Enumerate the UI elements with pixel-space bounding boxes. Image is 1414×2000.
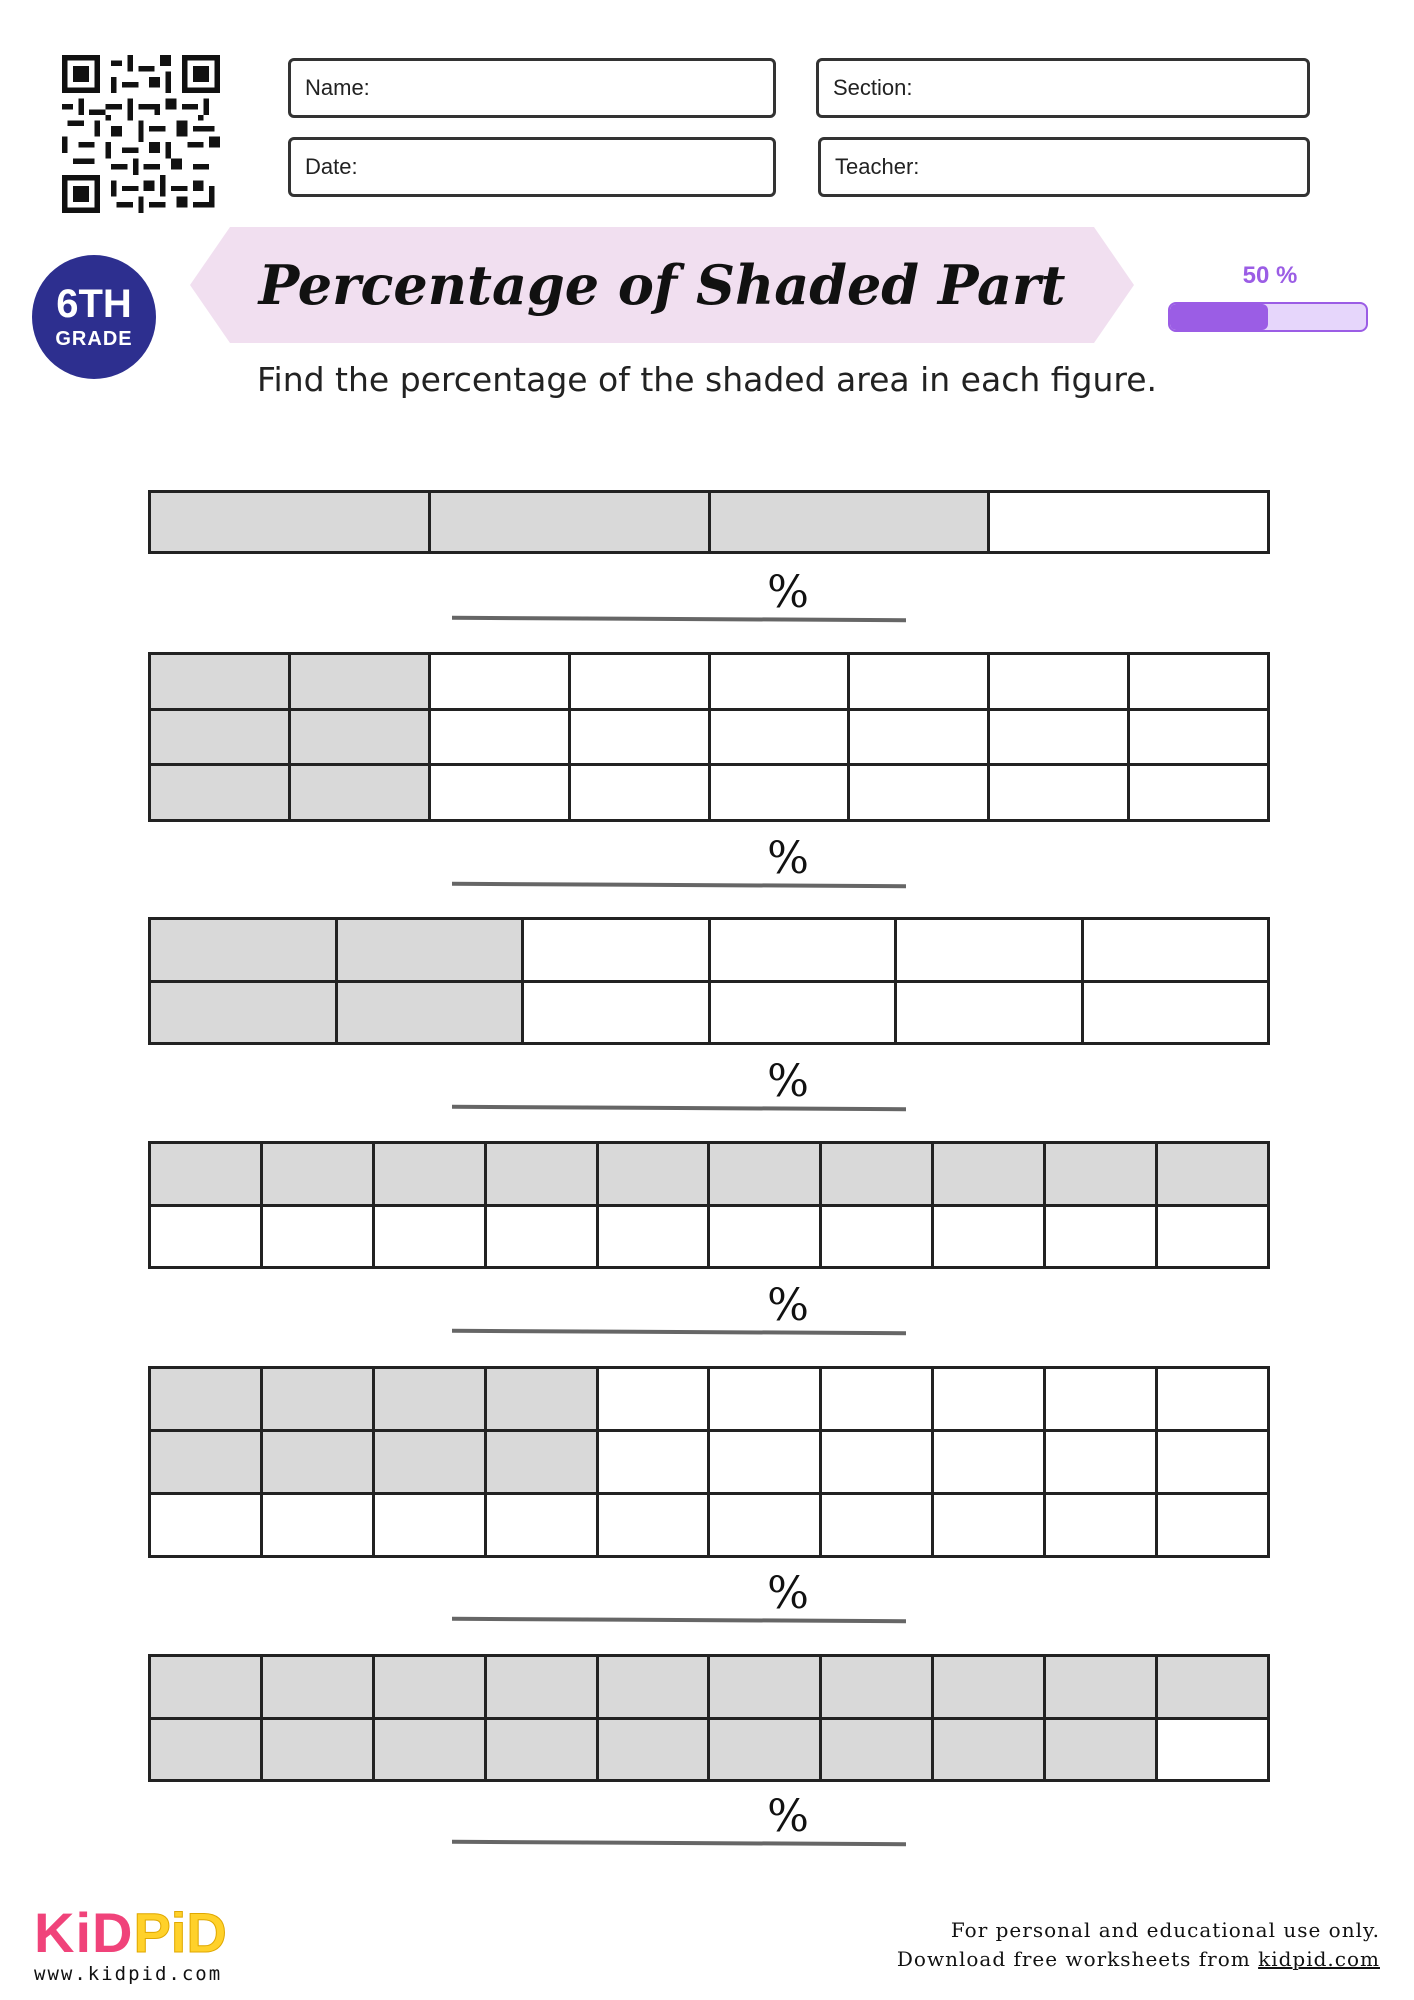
unshaded-cell [1082,981,1269,1044]
unshaded-cell [989,492,1269,553]
shaded-cell [150,981,337,1044]
grid-row [150,765,1269,821]
grid-row [150,1718,1269,1781]
shaded-cell [289,654,429,710]
shaded-cell [709,492,989,553]
unshaded-cell [896,919,1083,982]
figure-3-grid [148,917,1270,1045]
unshaded-cell [1082,919,1269,982]
unshaded-cell [1157,1718,1269,1781]
footer-note-line1: For personal and educational use only. [950,1918,1380,1942]
shaded-cell [1045,1718,1157,1781]
unshaded-cell [485,1205,597,1268]
unshaded-cell [933,1368,1045,1431]
shaded-cell [821,1143,933,1206]
unshaded-cell [821,1431,933,1494]
answer-2-line[interactable] [452,882,906,888]
shaded-cell [933,1143,1045,1206]
grid-row [150,1656,1269,1719]
grid-row [150,1494,1269,1557]
instruction-text: Find the percentage of the shaded area in each figure. [256,360,1158,399]
shaded-cell [373,1431,485,1494]
unshaded-cell [1129,654,1269,710]
grade-label: GRADE [55,327,133,350]
shaded-cell [150,765,290,821]
unshaded-cell [896,981,1083,1044]
unshaded-cell [1045,1494,1157,1557]
logo-kid: KiD [34,1901,134,1964]
shaded-cell [150,492,430,553]
progress-label: 50 % [1242,262,1298,289]
unshaded-cell [569,709,709,765]
shaded-cell [289,765,429,821]
shaded-cell [1157,1143,1269,1206]
unshaded-cell [150,1494,262,1557]
shaded-cell [150,1718,262,1781]
unshaded-cell [933,1205,1045,1268]
unshaded-cell [523,981,710,1044]
name-field[interactable] [288,58,776,118]
unshaded-cell [1157,1368,1269,1431]
grid-row [150,919,1269,982]
shaded-cell [933,1718,1045,1781]
shaded-cell [336,919,523,982]
footer-note-prefix: Download free worksheets from [896,1947,1259,1971]
shaded-cell [261,1431,373,1494]
unshaded-cell [429,765,569,821]
shaded-cell [933,1656,1045,1719]
answer-3-line[interactable] [452,1105,906,1111]
unshaded-cell [849,765,989,821]
unshaded-cell [597,1205,709,1268]
unshaded-cell [373,1494,485,1557]
grid-row [150,981,1269,1044]
answer-6-line[interactable] [452,1840,906,1846]
unshaded-cell [989,654,1129,710]
unshaded-cell [1045,1368,1157,1431]
grid-row [150,709,1269,765]
grid-row [150,1368,1269,1431]
qr-code [62,55,220,213]
grid-row [150,1143,1269,1206]
shaded-cell [821,1656,933,1719]
kidpid-logo [34,1900,227,1965]
answer-4-percent: % [767,1280,809,1331]
unshaded-cell [429,654,569,710]
unshaded-cell [989,709,1129,765]
unshaded-cell [150,1205,262,1268]
date-label: Date: [305,154,358,179]
answer-2-percent: % [767,833,809,884]
shaded-cell [150,1656,262,1719]
shaded-cell [597,1656,709,1719]
unshaded-cell [429,709,569,765]
shaded-cell [485,1143,597,1206]
shaded-cell [709,1718,821,1781]
unshaded-cell [821,1494,933,1557]
answer-3-percent: % [767,1056,809,1107]
unshaded-cell [1045,1431,1157,1494]
answer-5-line[interactable] [452,1617,906,1623]
teacher-field[interactable] [818,137,1310,197]
figure-6-grid [148,1654,1270,1782]
unshaded-cell [849,654,989,710]
shaded-cell [485,1431,597,1494]
unshaded-cell [1157,1431,1269,1494]
shaded-cell [709,1656,821,1719]
logo-url: www.kidpid.com [34,1963,223,1985]
unshaded-cell [261,1494,373,1557]
unshaded-cell [709,1431,821,1494]
unshaded-cell [569,654,709,710]
name-label: Name: [305,75,370,100]
shaded-cell [485,1656,597,1719]
shaded-cell [1045,1143,1157,1206]
shaded-cell [429,492,709,553]
figure-5-grid [148,1366,1270,1558]
shaded-cell [150,1431,262,1494]
shaded-cell [1157,1656,1269,1719]
page-title: Percentage of Shaded Part [258,253,1066,317]
shaded-cell [150,1143,262,1206]
shaded-cell [150,1368,262,1431]
shaded-cell [336,981,523,1044]
unshaded-cell [373,1205,485,1268]
footer-link[interactable]: kidpid.com [1258,1947,1380,1971]
unshaded-cell [933,1494,1045,1557]
shaded-cell [373,1368,485,1431]
section-field[interactable] [816,58,1310,118]
shaded-cell [485,1368,597,1431]
shaded-cell [261,1143,373,1206]
unshaded-cell [1129,765,1269,821]
unshaded-cell [709,709,849,765]
unshaded-cell [989,765,1129,821]
shaded-cell [373,1143,485,1206]
teacher-label: Teacher: [835,154,920,179]
logo-pid: PiD [133,1901,227,1964]
answer-6-percent: % [767,1791,809,1842]
unshaded-cell [1157,1205,1269,1268]
progress-fill [1170,304,1268,330]
unshaded-cell [709,765,849,821]
answer-1-line[interactable] [452,616,906,622]
unshaded-cell [1157,1494,1269,1557]
unshaded-cell [933,1431,1045,1494]
shaded-cell [597,1143,709,1206]
unshaded-cell [1129,709,1269,765]
unshaded-cell [821,1368,933,1431]
shaded-cell [709,1143,821,1206]
unshaded-cell [485,1494,597,1557]
shaded-cell [261,1368,373,1431]
footer-note-line2 [897,1947,1380,1971]
unshaded-cell [821,1205,933,1268]
shaded-cell [150,654,290,710]
unshaded-cell [709,1494,821,1557]
unshaded-cell [261,1205,373,1268]
figure-4-grid [148,1141,1270,1269]
unshaded-cell [597,1368,709,1431]
unshaded-cell [709,919,896,982]
unshaded-cell [597,1431,709,1494]
unshaded-cell [709,1205,821,1268]
progress-bar [1168,302,1368,332]
shaded-cell [373,1718,485,1781]
unshaded-cell [709,981,896,1044]
grid-row [150,492,1269,553]
grade-number: 6TH [56,281,132,326]
unshaded-cell [709,654,849,710]
unshaded-cell [523,919,710,982]
figure-1-grid [148,490,1270,554]
shaded-cell [1045,1656,1157,1719]
figure-2-grid [148,652,1270,822]
date-field[interactable] [288,137,776,197]
answer-5-percent: % [767,1568,809,1619]
answer-1-percent: % [767,567,809,618]
section-label: Section: [833,75,913,100]
shaded-cell [150,919,337,982]
answer-4-line[interactable] [452,1329,906,1335]
grid-row [150,1205,1269,1268]
unshaded-cell [709,1368,821,1431]
grid-row [150,654,1269,710]
shaded-cell [289,709,429,765]
shaded-cell [261,1718,373,1781]
shaded-cell [373,1656,485,1719]
unshaded-cell [569,765,709,821]
shaded-cell [597,1718,709,1781]
shaded-cell [821,1718,933,1781]
shaded-cell [261,1656,373,1719]
unshaded-cell [849,709,989,765]
shaded-cell [150,709,290,765]
unshaded-cell [597,1494,709,1557]
unshaded-cell [1045,1205,1157,1268]
grid-row [150,1431,1269,1494]
shaded-cell [485,1718,597,1781]
